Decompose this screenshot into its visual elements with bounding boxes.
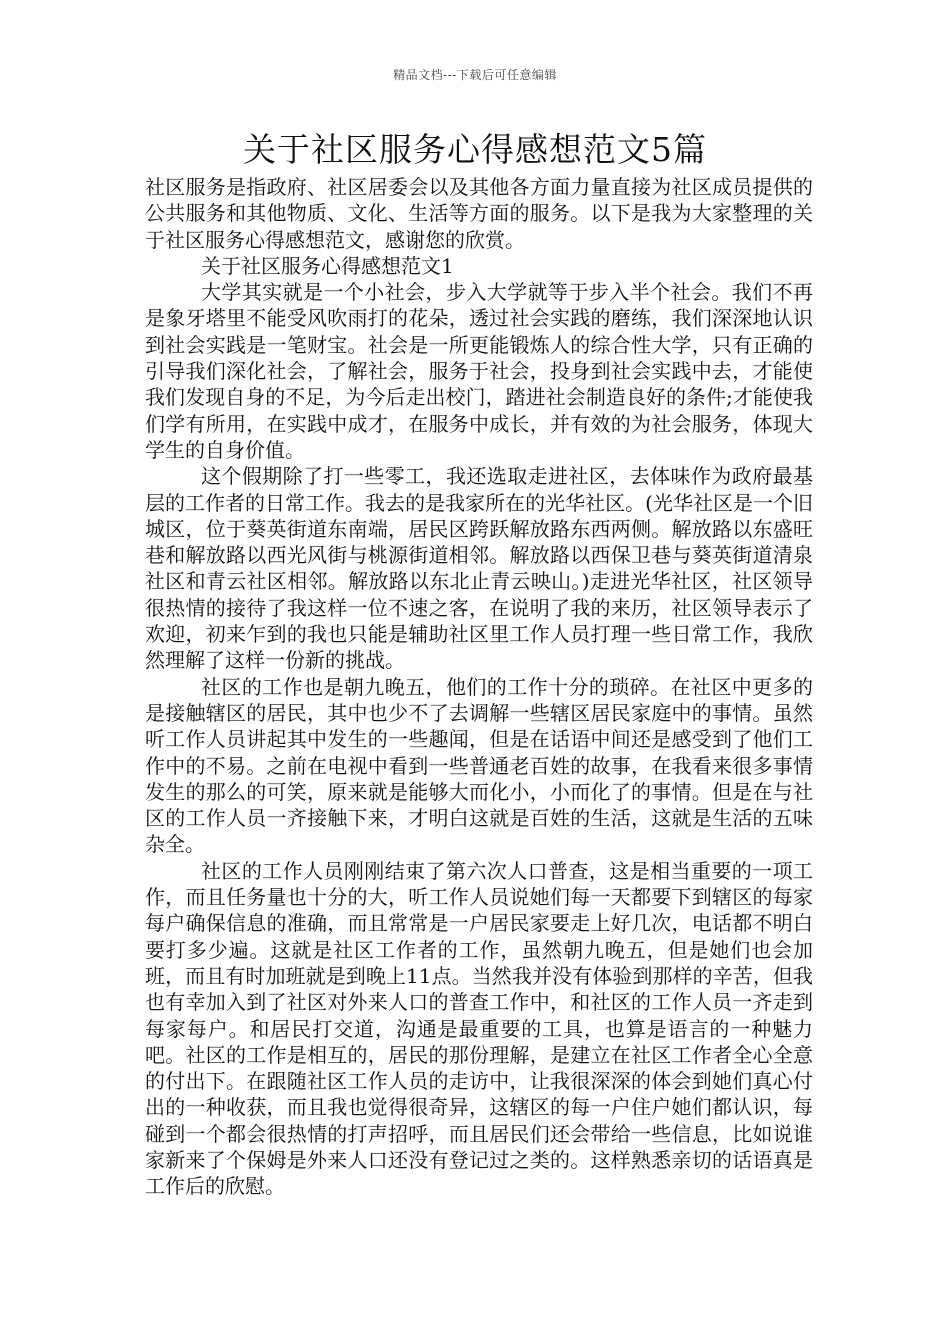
document-title: 关于社区服务心得感想范文5篇 (243, 130, 707, 169)
paragraph: 社区的工作人员刚刚结束了第六次人口普查，这是相当重要的一项工作，而且任务量也十分的大，听工作人员说她们每一天都要下到辖区的每家每户确保信息的准确，而且常常是一户居民家要走上好几次，电话都不明白要打多少遍。这就是社区工作者的工作，虽然朝九晚五，但是她们也会加班，而且有时加班就是到晚上11点。当然我并没有体验到那样的辛苦，但我也有幸加入到了社区对外来人口的普查工作中，和社区的工作人员一齐走到每家每户。和居民打交道，沟通是最重要的工具，也算是语言的一种魅力吧。社区的工作是相互的，居民的那份理解，是建立在社区工作者全心全意的付出下。在跟随社区工作人员的走访中，让我很深深的体会到她们真心付出的一种收获，而且我也觉得很奇异，这辖区的每一户住户她们都认识，每碰到一个都会很热情的打声招呼，而且居民们还会带给一些信息，比如说谁家新来了个保姆是外来人口还没有登记过之类的。这样熟悉亲切的话语真是工作后的欣慰。 (145, 858, 813, 1199)
header-note: 精品文档---下载后可任意编辑 (393, 68, 557, 82)
document-body (145, 174, 813, 1200)
paragraph: 大学其实就是一个小社会，步入大学就等于步入半个社会。我们不再是象牙塔里不能受风吹雨打的花朵，透过社会实践的磨练，我们深深地认识到社会实践是一笔财宝。社会是一所更能锻炼人的综合性大学，只有正确的引导我们深化社会，了解社会，服务于社会，投身到社会实践中去，才能使我们发现自身的不足，为今后走出校门，踏进社会制造良好的条件;才能使我们学有所用，在实践中成才，在服务中成长，并有效的为社会服务，体现大学生的自身价值。 (145, 280, 813, 462)
intro-paragraph: 社区服务是指政府、社区居委会以及其他各方面力量直接为社区成员提供的公共服务和其他物质、文化、生活等方面的服务。以下是我为大家整理的关于社区服务心得感想范文，感谢您的欣赏。 (145, 175, 813, 252)
paragraph: 这个假期除了打一些零工，我还选取走进社区，去体味作为政府最基层的工作者的日常工作。我去的是我家所在的光华社区。(光华社区是一个旧城区，位于葵英街道东南端，居民区跨跃解放路东西两侧。解放路以东盛旺巷和解放路以西光风街与桃源街道相邻。解放路以西保卫巷与葵英街道清泉社区和青云社区相邻。解放路以东北止青云映山。)走进光华社区，社区领导很热情的接待了我这样一位不速之客，在说明了我的来历，社区领导表示了欢迎，初来乍到的我也只能是辅助社区里工作人员打理一些日常工作，我欣然理解了这样一份新的挑战。 (145, 464, 813, 673)
section-heading: 关于社区服务心得感想范文1 (201, 253, 454, 278)
paragraph: 社区的工作也是朝九晚五，他们的工作十分的琐碎。在社区中更多的是接触辖区的居民，其中也少不了去调解一些辖区居民家庭中的事情。虽然听工作人员讲起其中发生的一些趣闻，但是在话语中间还是感受到了他们工作中的不易。之前在电视中看到一些普通老百姓的故事，在我看来很多事情发生的那么的可笑，原来就是能够大而化小，小而化了的事情。但是在与社区的工作人员一齐接触下来，才明白这就是百姓的生活，这就是生活的五味杂全。 (145, 674, 813, 857)
